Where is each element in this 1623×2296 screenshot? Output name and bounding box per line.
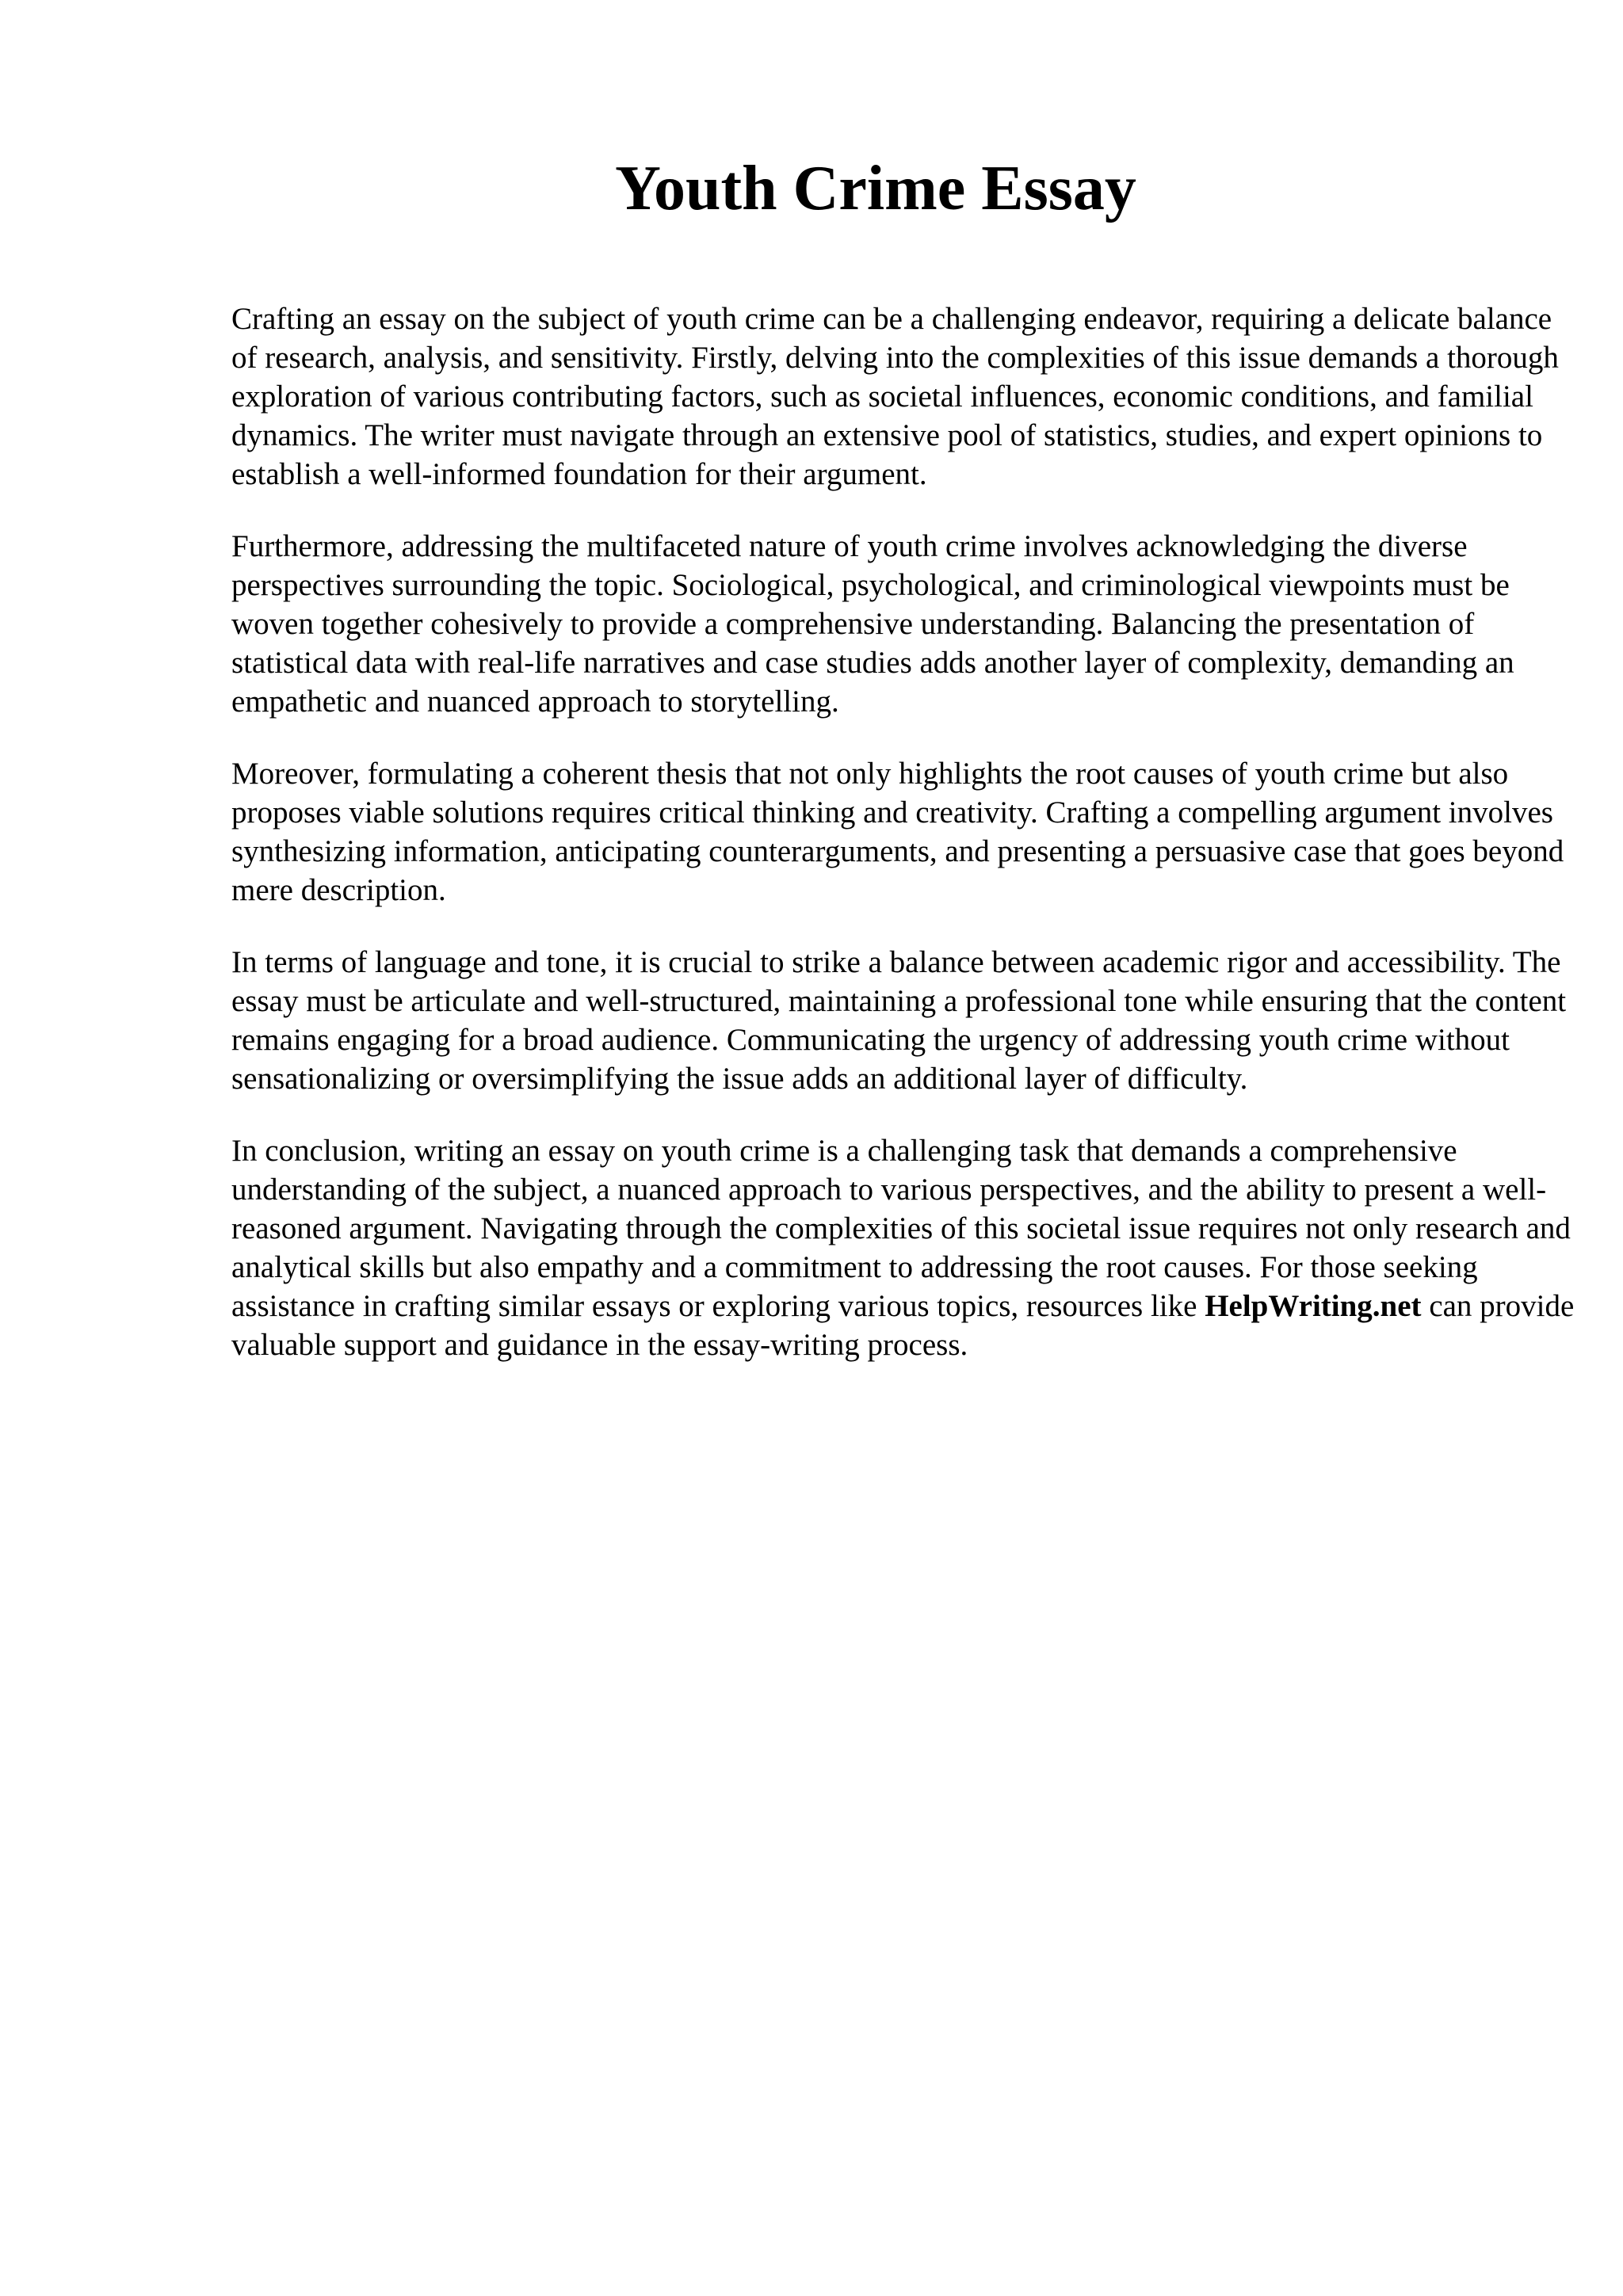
paragraph-intro: Crafting an essay on the subject of youth crime can be a challenging endeavor, requiring a delicate balance of research, analysis, and sensitivity. Firstly, delving into the complexities of this issue demands a thorough exploration of various contributing factors, such as societal influences, economic conditions, and familial dynamics. The writer must navigate through an extensive pool of statistics, studies, and expert opinions to establish a well-informed foundation for their argument. — [231, 302, 1559, 491]
paragraph-language-tone: In terms of language and tone, it is crucial to strike a balance between academic rigor and accessibility. The essay must be articulate and well-structured, maintaining a professional tone while ensuring that the content remains engaging for a broad audience. Communicating the urgency of addressing youth crime without sensationalizing or oversimplifying the issue adds an additional layer of difficulty. — [231, 945, 1567, 1096]
paragraph-thesis: Moreover, formulating a coherent thesis that not only highlights the root causes of youth crime but also proposes viable solutions requires critical thinking and creativity. Crafting a compelling argument involves synthesizing information, anticipating counterarguments, and presenting a persuasive case that goes beyond mere description. — [231, 757, 1564, 907]
brand-name: HelpWriting.net — [1205, 1289, 1422, 1323]
page-title: Youth Crime Essay — [615, 154, 1136, 223]
paragraph-perspectives: Furthermore, addressing the multifaceted nature of youth crime involves acknowledging the diverse perspectives surrounding the topic. Sociological, psychological, and criminological viewpoints must be woven together cohesively to provide a comprehensive understanding. Balancing the presentation of statistical data with real-life narratives and case studies adds another layer of complexity, demanding an empathetic and nuanced approach to storytelling. — [231, 529, 1514, 719]
conclusion-text-after: can provide valuable support and guidance in the essay-writing process. — [231, 1289, 1575, 1362]
conclusion-text-before: In conclusion, writing an essay on youth crime is a challenging task that demands a comprehensive understanding of the subject, a nuanced approach to various perspectives, and the ability to present a well-reasoned argument. Navigating through the complexities of this societal issue requires not only research and analytical skills but also empathy and a commitment to addressing the root causes. For those seeking assistance in crafting similar essays or exploring various topics, resources like — [231, 1134, 1571, 1323]
paragraph-conclusion — [231, 1131, 1579, 1364]
essay-body — [231, 299, 1579, 1398]
